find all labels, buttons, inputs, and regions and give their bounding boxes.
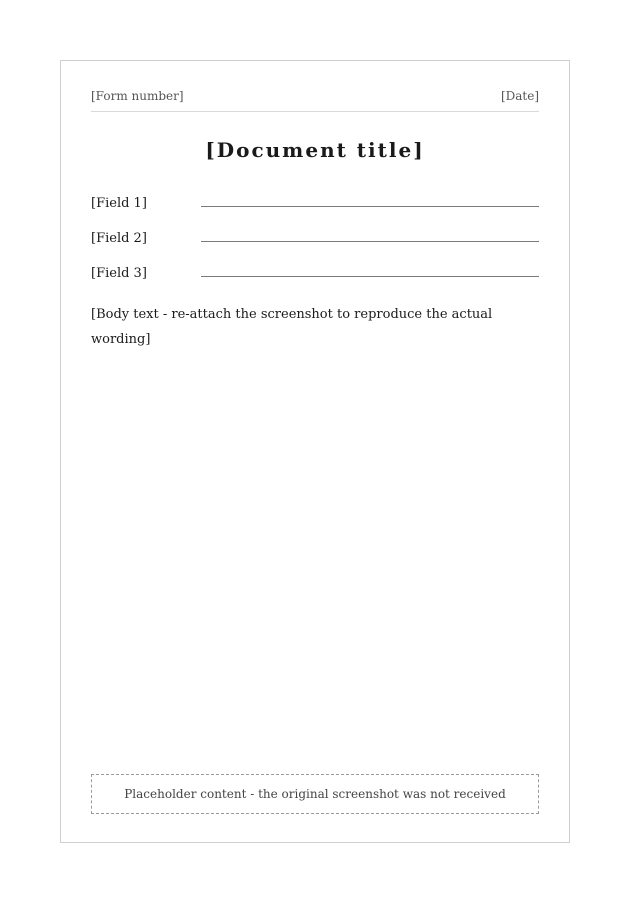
field-row: [91, 225, 539, 246]
placeholder-notice: Placeholder content - the original screenshot was not received: [91, 774, 539, 814]
document-header: [91, 89, 539, 112]
field-label: [Field 3]: [91, 266, 147, 281]
field-line: [201, 190, 539, 207]
document-title: [Document title]: [205, 138, 425, 162]
document-body: [Body text - re-attach the screenshot to reproduce the actual wording]: [91, 307, 493, 347]
document-date: [Date]: [500, 89, 539, 103]
field-row: [91, 260, 539, 281]
field-row: [91, 190, 539, 211]
form-number: [Form number]: [91, 89, 184, 103]
field-label: [Field 2]: [91, 231, 147, 246]
field-line: [201, 260, 539, 277]
document-sheet: [60, 60, 570, 843]
field-line: [201, 225, 539, 242]
field-label: [Field 1]: [91, 196, 147, 211]
